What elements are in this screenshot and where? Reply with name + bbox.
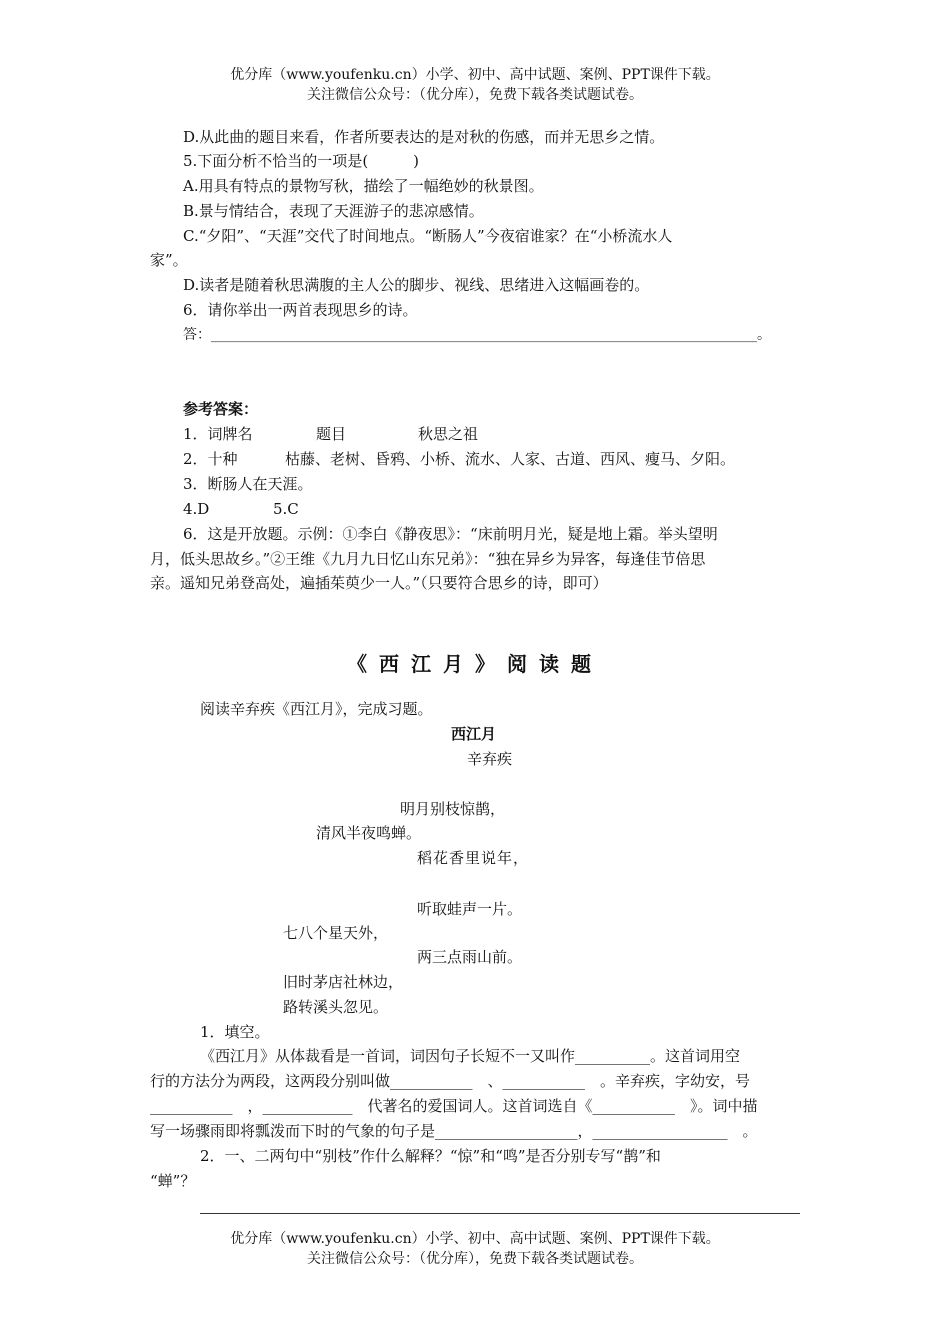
poem-line: 路转溪头忽见。 [283,998,389,1016]
q5-option-b: B.景与情结合，表现了天涯游子的悲凉感情。 [183,202,484,220]
poem-line: 听取蛙声一片。 [417,900,523,918]
answer-2-part-b: 枯藤、老树、昏鸦、小桥、流水、人家、古道、西风、瘦马、夕阳。 [285,450,736,468]
exercise-1-stem: 1．填空。 [200,1023,270,1041]
page-footer-line1: 优分库（www.youfenku.cn）小学、初中、高中试题、案例、PPT课件下载。 [230,1231,720,1247]
q5-option-d: D.读者是随着秋思满腹的主人公的脚步、视线、思绪进入这幅画卷的。 [183,276,650,294]
answer-5: 5.C [273,500,299,518]
poem-line: 清风半夜鸣蝉。 [316,824,422,842]
section-intro: 阅读辛弃疾《西江月》，完成习题。 [200,700,433,718]
poem-line: 明月别枝惊鹊， [400,800,506,818]
exercise-2-line1: 2．一、二两句中“别枝”作什么解释？“惊”和“鸣”是否分别专写“鹊”和 [200,1147,661,1165]
answers-heading: 参考答案： [183,400,259,418]
exercise-1-line2: 行的方法分为两段，这两段分别叫做___________ 、___________ 。辛弃疾，字幼安，号 [150,1072,751,1090]
answer-1-part-b: 题目 [316,425,347,443]
page-footer-line2: 关注微信公众号：（优分库），免费下载各类试题试卷。 [307,1251,643,1267]
q4-option-d: D.从此曲的题目来看，作者所要表达的是对秋的伤感，而并无思乡之情。 [183,128,665,146]
q5-option-c-line2: 家”。 [150,251,188,269]
q6-answer-line: 答：______________________________________________________________________________。 [183,327,771,343]
answer-6-line1: 6．这是开放题。示例：①李白《静夜思》：“床前明月光，疑是地上霜。举头望明 [183,525,718,543]
answer-1-part-c: 秋思之祖 [418,425,479,443]
section-title: 《西江月》阅读题 [347,652,603,676]
page-header-line1: 优分库（www.youfenku.cn）小学、初中、高中试题、案例、PPT课件下载。 [230,67,720,83]
poem-line: 旧时茅店社林边， [283,973,404,991]
q5-option-c-line1: C.“夕阳”、“天涯”交代了时间地点。“断肠人”今夜宿谁家？在“小桥流水人 [183,227,673,245]
exercise-2-line2: “蝉”？ [150,1172,196,1190]
exercise-1-line1: 《西江月》从体裁看是一首词，词因句子长短不一又叫作__________。这首词用空 [200,1047,741,1065]
answer-2-part-a: 2．十种 [183,450,238,468]
poem-line: 七八个星天外， [283,924,389,942]
q5-stem: 5.下面分析不恰当的一项是( ) [183,152,420,170]
poem-line: 两三点雨山前。 [417,948,523,966]
answer-6-line3: 亲。遥知兄弟登高处，遍插茱萸少一人。”（只要符合思乡的诗，即可） [150,574,608,592]
poem-author: 辛弃疾 [467,750,513,768]
answer-1-part-a: 1．词牌名 [183,425,253,443]
q5-option-a: A.用具有特点的景物写秋，描绘了一幅绝妙的秋景图。 [183,177,544,195]
footer-divider [200,1213,800,1214]
exercise-1-line4: 写一场骤雨即将瓢泼而下时的气象的句子是___________________，__________________ 。 [150,1122,758,1140]
q6-stem: 6．请你举出一两首表现思乡的诗。 [183,301,418,319]
poem-line: 稻花香里说年， [417,849,530,867]
answer-4: 4.D [183,500,210,518]
answer-6-line2: 月，低头思故乡。”②王维《九月九日忆山东兄弟》：“独在异乡为异客，每逢佳节倍思 [150,550,706,568]
page-header-line2: 关注微信公众号：（优分库），免费下载各类试题试卷。 [307,87,643,103]
poem-title: 西江月 [451,725,497,743]
exercise-1-line3: ___________ ，____________ 代著名的爱国词人。这首词选自《___________ 》。词中描 [150,1097,758,1115]
answer-3: 3．断肠人在天涯。 [183,475,313,493]
